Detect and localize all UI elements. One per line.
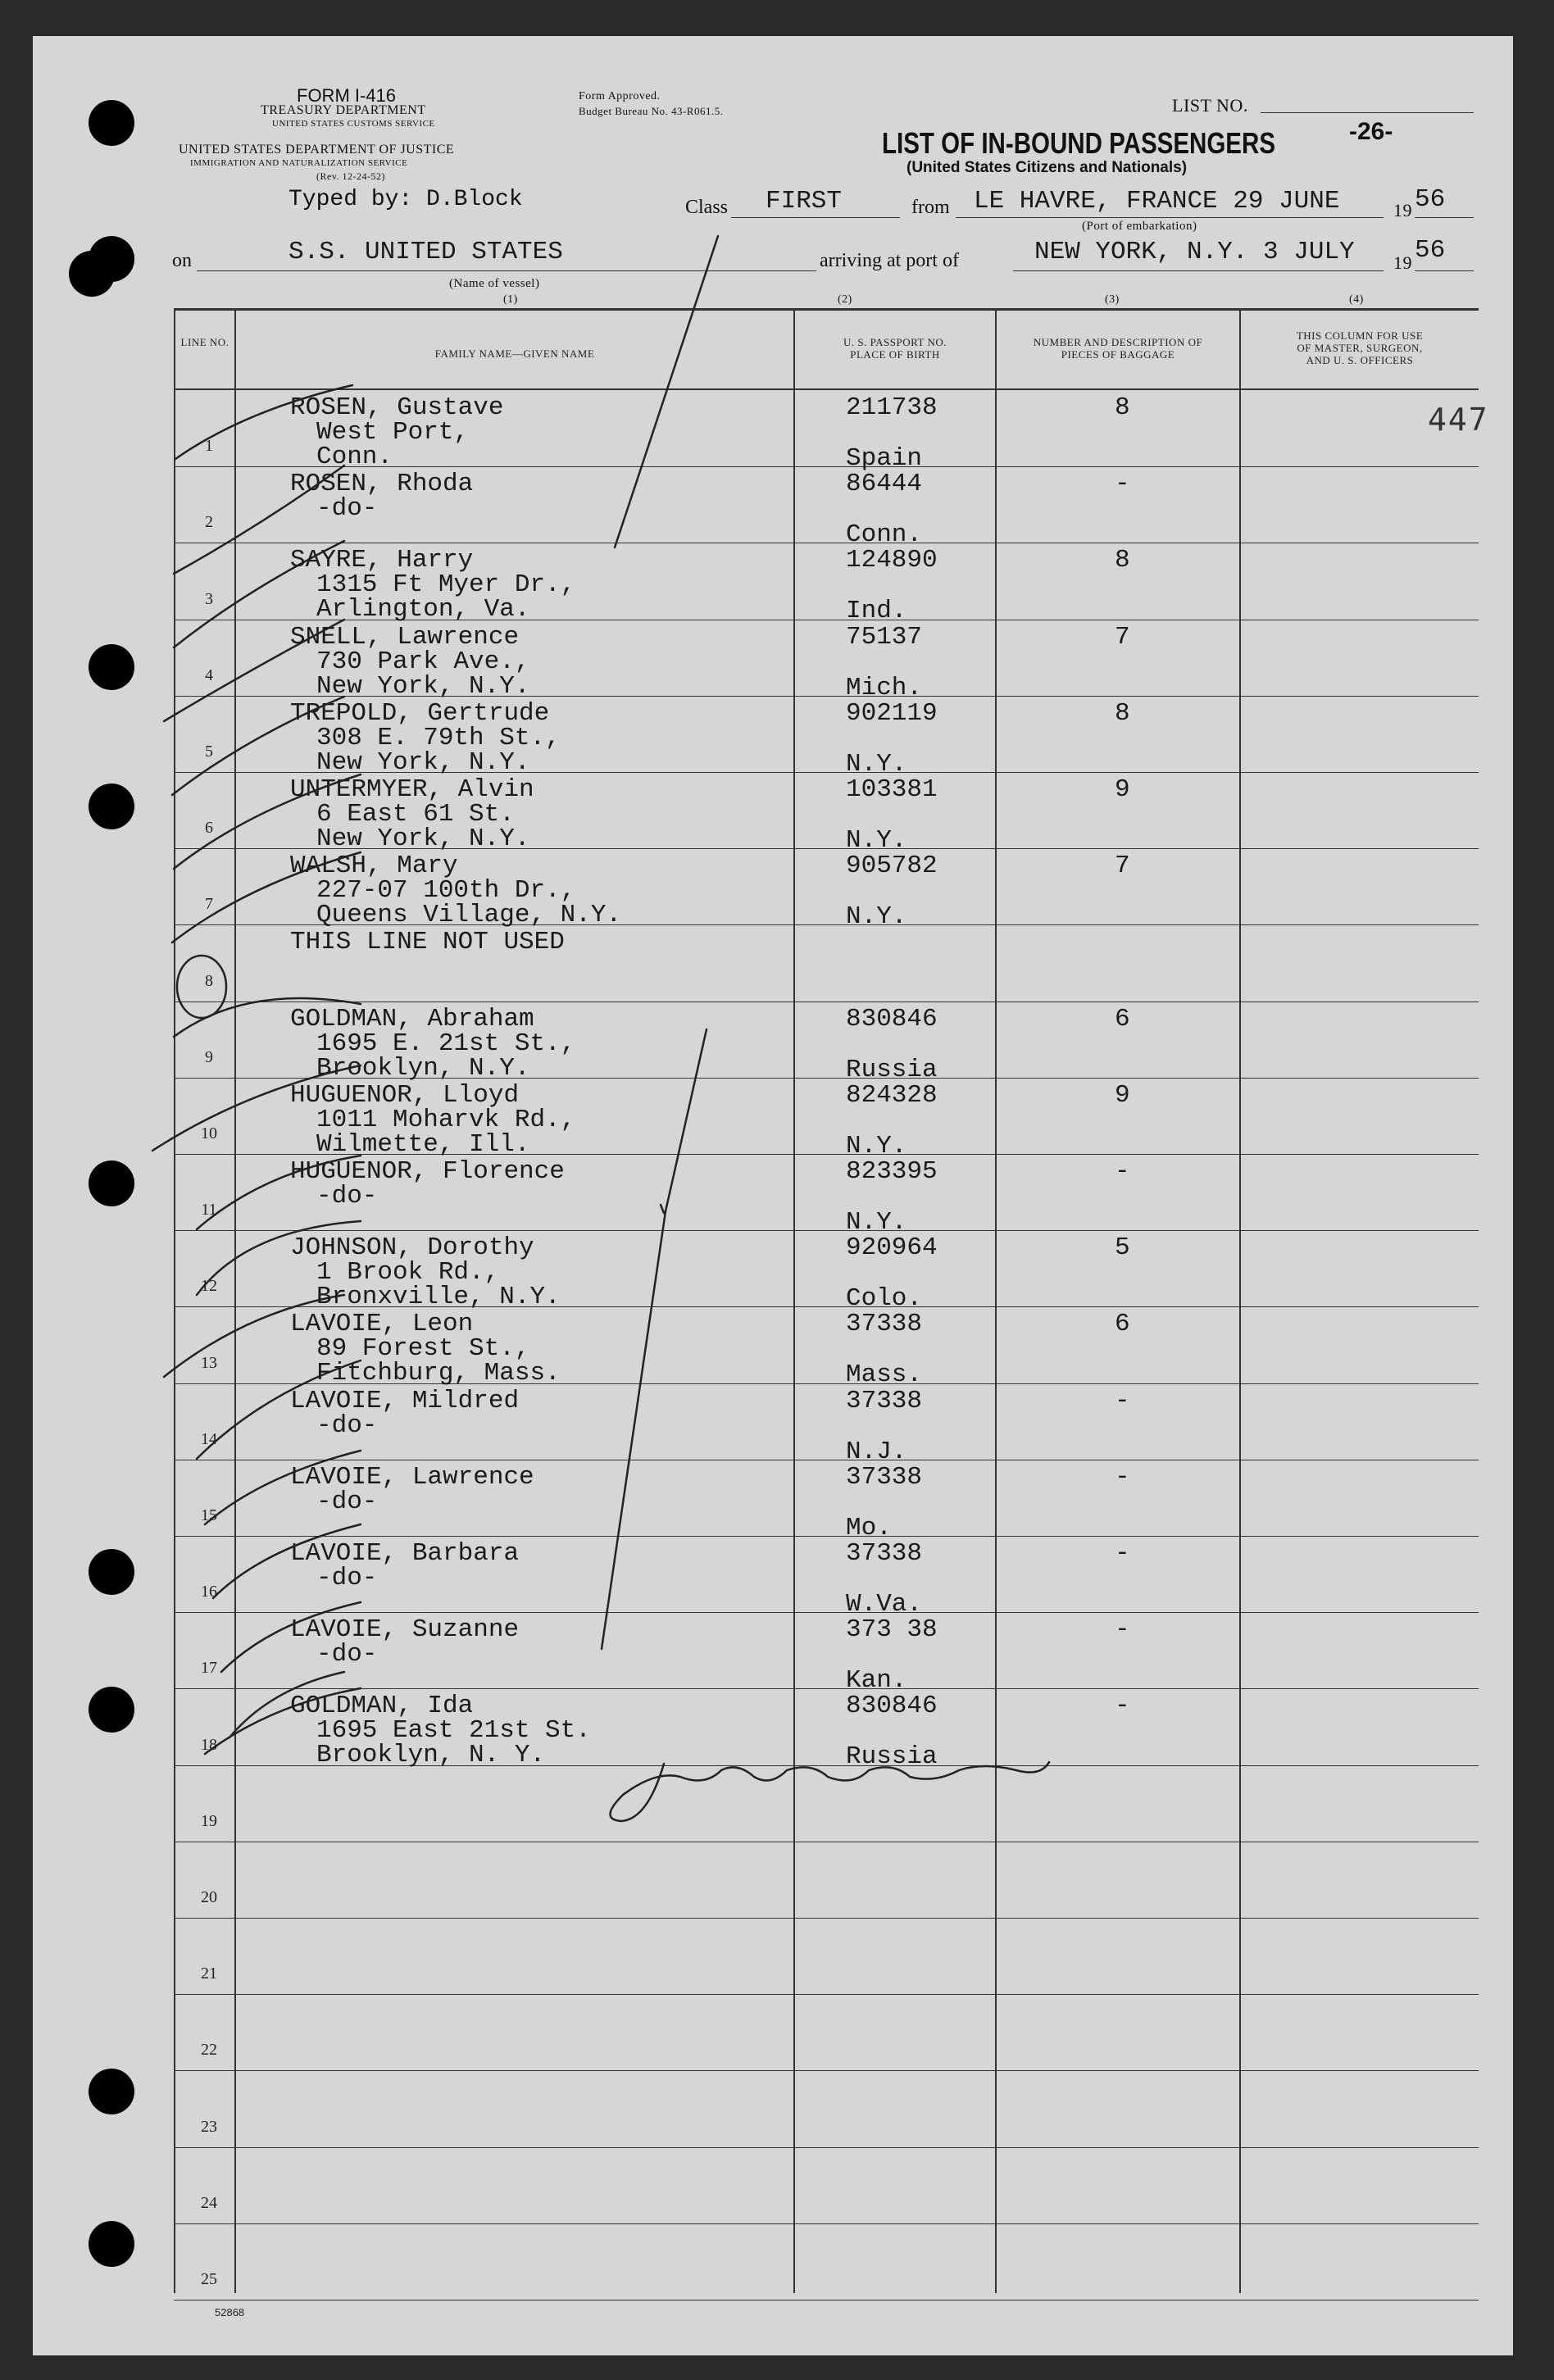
- place-of-birth: N.Y.: [846, 1208, 907, 1237]
- list-subtitle: (United States Citizens and Nationals): [906, 159, 1188, 176]
- baggage-count: 5: [1115, 1233, 1130, 1262]
- row-divider: [174, 1612, 1479, 1613]
- passport-number: 905782: [846, 852, 938, 880]
- passport-number: 37338: [846, 1310, 923, 1338]
- punch-hole: [89, 100, 134, 146]
- budget-bureau: Budget Bureau No. 43-R061.5.: [579, 105, 724, 117]
- year-underline-2: [1415, 270, 1474, 271]
- line-number: 9: [205, 1048, 213, 1066]
- place-of-birth: N.Y.: [846, 902, 907, 931]
- row-divider: [174, 2070, 1479, 2071]
- passport-number: 37338: [846, 1463, 923, 1492]
- baggage-count: 7: [1115, 852, 1130, 880]
- baggage-count: 9: [1115, 775, 1130, 804]
- col-header-officers-line3: AND U. S. OFFICERS: [1306, 354, 1414, 366]
- passenger-address-2: Arlington, Va.: [316, 595, 530, 624]
- punch-hole: [89, 1549, 134, 1595]
- punch-hole: [89, 2069, 134, 2114]
- row-divider: [174, 2300, 1479, 2301]
- line-number: 8: [205, 972, 213, 990]
- col-header-passport-line1: U. S. PASSPORT NO.: [843, 336, 947, 348]
- line-number: 11: [201, 1201, 217, 1219]
- passenger-address-1: -do-: [316, 1640, 378, 1669]
- passenger-address-2: Brooklyn, N. Y.: [316, 1741, 546, 1769]
- row-divider: [174, 1994, 1479, 1995]
- justice-dept: UNITED STATES DEPARTMENT OF JUSTICE: [179, 143, 455, 157]
- baggage-count: -: [1115, 470, 1130, 498]
- col-header-passport: [797, 336, 993, 361]
- passport-number: 830846: [846, 1692, 938, 1720]
- col-header-passport-line2: PLACE OF BIRTH: [850, 348, 940, 361]
- punch-hole: [89, 236, 134, 282]
- baggage-count: 6: [1115, 1310, 1130, 1338]
- passenger-address-2: Bronxville, N.Y.: [316, 1283, 561, 1311]
- col-header-baggage: [998, 336, 1238, 361]
- row-divider: [174, 1918, 1479, 1919]
- passenger-address-1: 1 Brook Rd.,: [316, 1258, 500, 1287]
- line-number: 25: [201, 2270, 217, 2288]
- passenger-name: THIS LINE NOT USED: [290, 928, 565, 956]
- passenger-address-1: 730 Park Ave.,: [316, 647, 530, 676]
- place-of-birth: N.Y.: [846, 1132, 907, 1160]
- place-of-birth: Colo.: [846, 1284, 923, 1313]
- place-of-birth: W.Va.: [846, 1590, 923, 1619]
- col-header-officers: [1243, 329, 1477, 366]
- passenger-name: GOLDMAN, Ida: [290, 1692, 474, 1720]
- line-number: 16: [201, 1583, 217, 1601]
- baggage-count: -: [1115, 1539, 1130, 1568]
- passenger-address-2: New York, N.Y.: [316, 672, 530, 701]
- passenger-name: WALSH, Mary: [290, 852, 458, 880]
- passport-number: 823395: [846, 1157, 938, 1186]
- passenger-address-1: 89 Forest St.,: [316, 1334, 530, 1363]
- header-bottom-border: [174, 388, 1479, 390]
- line-number: 7: [205, 895, 213, 913]
- year-prefix-1: 19: [1393, 200, 1412, 220]
- year-prefix-2: 19: [1393, 252, 1412, 273]
- punch-hole: [89, 1160, 134, 1206]
- passenger-address-1: 1315 Ft Myer Dr.,: [316, 570, 576, 599]
- col-num-1: (1): [503, 293, 518, 306]
- place-of-birth: Conn.: [846, 520, 923, 549]
- vessel-underline: [197, 270, 816, 271]
- place-of-birth: Kan.: [846, 1666, 907, 1695]
- passenger-name: SAYRE, Harry: [290, 546, 474, 575]
- table-top-border: [174, 308, 1479, 311]
- passenger-address-1: 1695 East 21st St.: [316, 1716, 591, 1745]
- passport-number: 37338: [846, 1539, 923, 1568]
- form-number: FORM I-416: [297, 85, 397, 106]
- vessel-name: S.S. UNITED STATES: [289, 238, 563, 266]
- typed-by: Typed by: D.Block: [289, 187, 523, 212]
- line-number: 17: [201, 1659, 217, 1677]
- passenger-name: JOHNSON, Dorothy: [290, 1233, 534, 1262]
- place-of-birth: N.J.: [846, 1438, 907, 1466]
- line-number: 6: [205, 819, 213, 837]
- passenger-address-1: West Port,: [316, 418, 470, 447]
- list-number: -26-: [1349, 118, 1393, 145]
- passport-number: 86444: [846, 470, 923, 498]
- row-divider: [174, 2147, 1479, 2148]
- baggage-count: 8: [1115, 393, 1130, 422]
- passenger-name: LAVOIE, Barbara: [290, 1539, 520, 1568]
- line-number: 15: [201, 1506, 217, 1524]
- row-divider: [174, 1230, 1479, 1231]
- form-code: 52868: [215, 2306, 245, 2319]
- line-number: 14: [201, 1430, 217, 1448]
- place-of-birth: N.Y.: [846, 750, 907, 779]
- passenger-address-1: -do-: [316, 1182, 378, 1210]
- col-num-3: (3): [1105, 293, 1120, 306]
- line-number: 19: [201, 1812, 217, 1830]
- baggage-count: -: [1115, 1463, 1130, 1492]
- baggage-count: 8: [1115, 699, 1130, 728]
- place-of-birth: N.Y.: [846, 826, 907, 855]
- passport-number: 75137: [846, 623, 923, 652]
- list-title: LIST OF IN-BOUND PASSENGERS: [882, 126, 1276, 160]
- line-number: 2: [205, 513, 213, 531]
- place-of-birth: Mass.: [846, 1360, 923, 1389]
- place-of-birth: Ind.: [846, 597, 907, 625]
- col-divider-4: [1239, 308, 1241, 2293]
- vessel-caption: (Name of vessel): [449, 277, 540, 290]
- line-number: 10: [201, 1124, 217, 1142]
- customs-service: UNITED STATES CUSTOMS SERVICE: [272, 119, 435, 129]
- baggage-count: 9: [1115, 1081, 1130, 1110]
- year-underline-1: [1415, 217, 1474, 218]
- passenger-name: TREPOLD, Gertrude: [290, 699, 550, 728]
- punch-hole: [89, 1687, 134, 1733]
- passenger-address-2: Queens Village, N.Y.: [316, 901, 622, 929]
- baggage-count: -: [1115, 1387, 1130, 1415]
- line-number: 23: [201, 2118, 217, 2136]
- place-of-birth: Spain: [846, 444, 923, 473]
- port-embark-caption: (Port of embarkation): [1082, 220, 1197, 233]
- col-num-4: (4): [1349, 293, 1364, 306]
- passport-number: 902119: [846, 699, 938, 728]
- year-1: 56: [1415, 185, 1446, 214]
- line-number: 22: [201, 2041, 217, 2059]
- punch-hole: [89, 783, 134, 829]
- col-header-name: FAMILY NAME—GIVEN NAME: [434, 347, 595, 360]
- treasury-dept: TREASURY DEPARTMENT: [261, 103, 426, 117]
- line-number: 12: [201, 1277, 217, 1295]
- passport-number: 103381: [846, 775, 938, 804]
- list-no-label: LIST NO.: [1172, 95, 1248, 116]
- passenger-name: LAVOIE, Suzanne: [290, 1615, 520, 1644]
- passenger-address-1: 6 East 61 St.: [316, 800, 515, 829]
- place-of-birth: Mich.: [846, 674, 923, 702]
- passenger-address-1: 1011 Moharvk Rd.,: [316, 1106, 576, 1134]
- col-divider-2: [793, 308, 795, 2293]
- line-number: 5: [205, 743, 213, 761]
- passenger-address-1: 227-07 100th Dr.,: [316, 876, 576, 905]
- ins-service: IMMIGRATION AND NATURALIZATION SERVICE: [190, 158, 408, 168]
- line-number: 13: [201, 1354, 217, 1372]
- row-divider: [174, 2223, 1479, 2224]
- place-of-birth: Russia: [846, 1056, 938, 1084]
- passenger-name: SNELL, Lawrence: [290, 623, 520, 652]
- year-2: 56: [1415, 236, 1446, 265]
- row-divider: [174, 1688, 1479, 1689]
- baggage-count: -: [1115, 1692, 1130, 1720]
- col-num-2: (2): [838, 293, 852, 306]
- baggage-count: 6: [1115, 1005, 1130, 1033]
- line-number: 3: [205, 590, 213, 608]
- baggage-count: 8: [1115, 546, 1130, 575]
- form-approved: Form Approved.: [579, 90, 661, 102]
- line-number: 21: [201, 1964, 217, 1983]
- passport-number: 830846: [846, 1005, 938, 1033]
- line-number: 4: [205, 666, 213, 684]
- passenger-address-2: Fitchburg, Mass.: [316, 1359, 561, 1388]
- class-value: FIRST: [766, 187, 843, 216]
- passport-number: 124890: [846, 546, 938, 575]
- col-header-officers-line2: OF MASTER, SURGEON,: [1297, 342, 1423, 354]
- from-underline: [956, 217, 1384, 218]
- class-label: Class: [685, 197, 729, 218]
- class-underline: [731, 217, 900, 218]
- col-header-officers-line1: THIS COLUMN FOR USE: [1296, 329, 1424, 342]
- on-label: on: [172, 250, 192, 271]
- passenger-address-1: -do-: [316, 494, 378, 523]
- passport-number: 37338: [846, 1387, 923, 1415]
- line-number: 1: [205, 437, 213, 455]
- line-number: 18: [201, 1736, 217, 1754]
- page-stamp: 447: [1428, 402, 1489, 438]
- col-divider-3: [995, 308, 997, 2293]
- passenger-name: ROSEN, Rhoda: [290, 470, 474, 498]
- passenger-name: UNTERMYER, Alvin: [290, 775, 534, 804]
- col-header-baggage-line1: NUMBER AND DESCRIPTION OF: [1033, 336, 1203, 348]
- row-divider: [174, 1536, 1479, 1537]
- col-header-line: LINE NO.: [180, 336, 229, 348]
- passenger-name: LAVOIE, Leon: [290, 1310, 474, 1338]
- punch-hole: [89, 2221, 134, 2267]
- passenger-name: HUGUENOR, Florence: [290, 1157, 565, 1186]
- passenger-name: ROSEN, Gustave: [290, 393, 504, 422]
- passenger-address-2: Conn.: [316, 443, 393, 471]
- from-value: LE HAVRE, FRANCE 29 JUNE: [974, 187, 1340, 216]
- arrival-underline: [1013, 270, 1384, 271]
- passenger-name: GOLDMAN, Abraham: [290, 1005, 534, 1033]
- passport-number: 373 38: [846, 1615, 938, 1644]
- passenger-address-1: -do-: [316, 1411, 378, 1440]
- baggage-count: -: [1115, 1157, 1130, 1186]
- col-header-baggage-line2: PIECES OF BAGGAGE: [1061, 348, 1175, 361]
- passenger-address-1: 308 E. 79th St.,: [316, 724, 561, 752]
- passenger-name: HUGUENOR, Lloyd: [290, 1081, 520, 1110]
- passenger-address-2: New York, N.Y.: [316, 748, 530, 777]
- line-number: 24: [201, 2194, 217, 2212]
- passenger-address-1: -do-: [316, 1488, 378, 1516]
- line-number: 20: [201, 1888, 217, 1906]
- place-of-birth: Mo.: [846, 1514, 892, 1542]
- passport-number: 824328: [846, 1081, 938, 1110]
- place-of-birth: Russia: [846, 1742, 938, 1771]
- passenger-name: LAVOIE, Lawrence: [290, 1463, 534, 1492]
- passport-number: 920964: [846, 1233, 938, 1262]
- arrival-port: NEW YORK, N.Y. 3 JULY: [1034, 238, 1355, 266]
- baggage-count: -: [1115, 1615, 1130, 1644]
- list-no-underline: [1261, 112, 1474, 113]
- passenger-address-1: 1695 E. 21st St.,: [316, 1029, 576, 1058]
- revision-date: (Rev. 12-24-52): [316, 170, 386, 182]
- form-page: [33, 36, 1513, 2355]
- passenger-address-2: Brooklyn, N.Y.: [316, 1054, 530, 1083]
- punch-hole: [89, 644, 134, 690]
- arriving-label: arriving at port of: [820, 250, 959, 271]
- passenger-address-2: Wilmette, Ill.: [316, 1130, 530, 1159]
- passenger-address-2: New York, N.Y.: [316, 824, 530, 853]
- passenger-address-1: -do-: [316, 1564, 378, 1592]
- baggage-count: 7: [1115, 623, 1130, 652]
- from-label: from: [911, 197, 950, 218]
- passport-number: 211738: [846, 393, 938, 422]
- passenger-name: LAVOIE, Mildred: [290, 1387, 520, 1415]
